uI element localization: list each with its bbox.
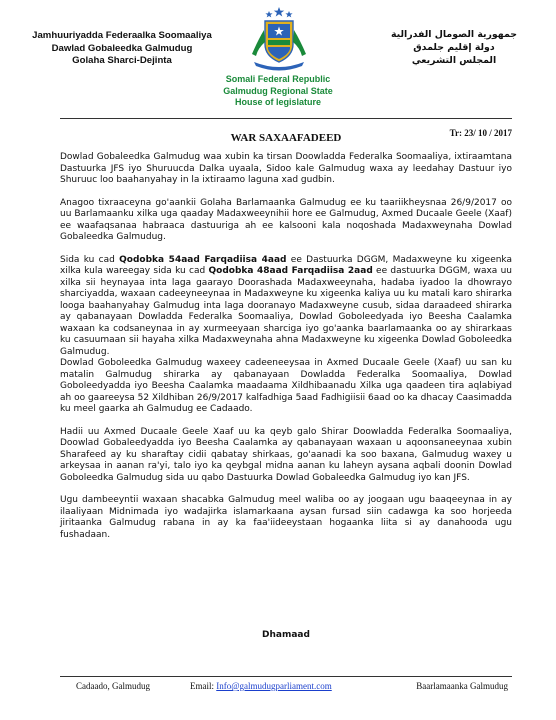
paragraph-4: Dowlad Goboleedka Galmudug waxeey cadeeneeysaa in Axmed Ducaale Geele (Xaaf) uu san ku matalin Galmudug shirarka ay qabanayaan Dowladda Federalka Soomaaliya, Dowlad Goboleedyadda iyo Beesha Caalamka maadaama Xildhibaanadu Xilka uga qaadeen tira aqlabiyad ah oo gaareeysa 52 Xildhiban 26/9/2017 kalfadhiga 5aad Fadhigiisii 6aad oo ka dhacay Caasimadda ku meel gaarka ah Galmudug ee Cadaado. xyxy=(60,358,512,414)
paragraph-3-part-d: ee dastuurka DGGM, waxa uu xilka sii heynayaa inta laga gaarayo Doorashada Madaxweeynaha, hadaba iyadoo la dhowrayo sharciyadda, waxaan cadeeyneeynaa in Madaxweyne ku xigeenka kaliya uu ku matali karo shirarka looga baahanyahay Galmudug inta laga dooranayo Madaxweyne cusub, sidaa daraadeed shirarka ay qabanayaan Dowladda Federalka Soomaaliya, Dowlad Goboleedyada iyo Beesha Caalamka waxaan ka codsaneynaa in ay xurmeeyaan sharciga iyo go'aanka baarlamaanka oo ay shirarkaas ku casuumaan sii hayaha xilka Madaxweynaha ahna Madaxweyne ku xigeenka Dowlad Goboleedka Galmudug. xyxy=(60,266,512,357)
emblem-stars xyxy=(265,7,292,17)
emblem-right-leaf xyxy=(293,30,306,56)
header-somali xyxy=(22,30,222,68)
header-somali-line-2: Dawlad Gobaleedka Galmudug xyxy=(51,42,193,54)
paragraph-6: Ugu dambeeyntii waxaan shacabka Galmudug meel waliba oo ay joogaan ugu baaqeeynaa in ay ilaaliyaan Midnimada iyo wadajirka islamarkaana aysan fursad siin cadawga ka soo horjeeda jiritaanka Galmudug rabana in ay ka faa'iideeystaan hogaanka liita si ay danahooda ugu fushadaan. xyxy=(60,495,512,540)
emblem-caption xyxy=(188,74,368,109)
header-arabic xyxy=(374,28,534,67)
emblem-ribbon xyxy=(254,62,304,71)
header-somali-line-1: Jamhuuriyadda Federaalka Soomaaliya xyxy=(32,30,212,41)
footer-email xyxy=(190,681,332,691)
document-title: WAR SAXAAFADEED xyxy=(230,132,342,144)
emblem-caption-line-1: Somali Federal Republic xyxy=(225,74,331,84)
paragraph-1: Dowlad Gobaleedka Galmudug waa xubin ka tirsan Doowladda Federalka Soomaaliya, ixtiraamtana Dastuurka JFS iyo Shuruucda Dalka uyaala, Sidoo kale Galmudug waxa ay leedahay Dastuur iyo Shuruuc loo baahanyahay in la ixtiraamo laguna xad gudbin. xyxy=(60,152,512,185)
press-release-body xyxy=(60,152,512,552)
header-arabic-line-2: دولة إقليم جلمدق xyxy=(413,42,495,53)
paragraph-5: Hadii uu Axmed Ducaale Geele Xaaf uu ka qeyb galo Shirar Doowladda Federalka Soomaaliya, Doowlad Gobaleedyadda iyo Beesha Caalamka ay qabanayaan waxaan u aqoonsaneeynaa xubin Sharafeed ay ku sharaftay cidii qabatay shirkaas, go'aanadi ka soo baxana, Galmudug waxey u arkeysaa in aanan ra'yi, talo iyo ka qeybgal midna aanan ku laheyn aysana aqbali doonin Dowlad Goboleedka Galmudug sida uu qabo Dastuurka Dowlad Gobaleedka Galmudug iyo kan JFS. xyxy=(60,426,512,483)
emblem-caption-line-2: Galmudug Regional State xyxy=(223,85,333,96)
emblem-left-leaf xyxy=(252,30,265,56)
footer-organization: Baarlamaanka Galmudug xyxy=(416,681,508,691)
footer-email-label: Email: xyxy=(190,681,217,691)
emblem-caption-line-3: House of legislature xyxy=(234,97,322,107)
paragraph-3-part-c: ee Dastuurka DGGM, Madaxweyne ku xigeenka xilka kula wareegay sida ku cad xyxy=(60,254,513,276)
header-arabic-line-3: المجلس التشريعي xyxy=(411,55,497,66)
header-somali-line-3: Golaha Sharci-Dejinta xyxy=(72,55,172,66)
reference-number: Tr: 23/ 10 / 2017 xyxy=(449,128,512,138)
header-arabic-line-1: جمهورية الصومال الفدرالية xyxy=(390,29,518,40)
coat-of-arms-emblem xyxy=(248,6,310,72)
article-54-reference: Qodobka 54aad Farqadiisa 4aad xyxy=(119,254,287,265)
paragraph-2: Anagoo tixraaceyna go'aankii Golaha Barlamaanka Galmudug ee ku taariikheysnaa 26/9/2017 oo uu Barlamaanku xilka uga qaaday Madaxweeynihii hore ee Galmudug, Axmed Ducaale Geele (Xaaf) ee waafaqsanaa habraaca dastuuriga ah ee kalsooni kala noqoshada Madaxweynaha Dowlad Gobaleedka Galmudug. xyxy=(60,197,512,242)
footer-city: Cadaado, Galmudug xyxy=(76,681,150,691)
footer-divider xyxy=(60,676,512,677)
paragraph-3-part-a: Sida ku cad xyxy=(60,254,120,265)
signoff: Dhamaad xyxy=(262,630,310,640)
footer-email-link[interactable]: Info@galmudugparliament.com xyxy=(216,681,332,691)
article-48-reference: Qodobka 48aad Farqadiisa 2aad xyxy=(208,266,373,276)
paragraph-3 xyxy=(60,255,512,359)
header-divider xyxy=(60,118,512,119)
